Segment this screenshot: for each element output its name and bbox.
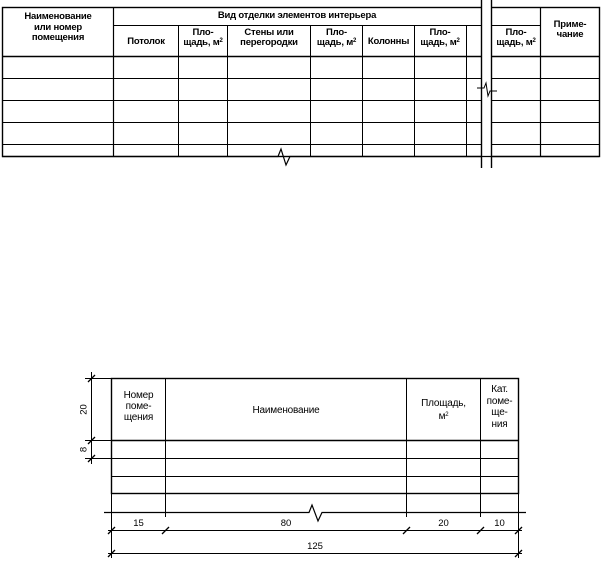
area-label-line1: Пло- [192, 27, 214, 38]
header-last-area [491, 28, 541, 48]
dimension-col1: 15 [133, 518, 144, 529]
category-line3: ще- [491, 407, 508, 418]
header-room-area [407, 397, 480, 423]
room-area-line2: $м^2$ [438, 411, 449, 422]
dimension-header-height: 20 [78, 404, 90, 415]
area-label-line1: Пло- [429, 27, 451, 38]
area-label-line1: Пло- [326, 27, 347, 38]
header-ceiling-area [178, 28, 228, 48]
header-ceiling: Потолок [127, 36, 165, 47]
category-line4: ния [491, 418, 508, 430]
header-name-line2: или номер [33, 21, 83, 33]
header-walls [228, 28, 310, 48]
dimension-col4: 10 [494, 518, 505, 529]
header-name-line3: помещения [31, 32, 85, 43]
header-room-name: Наименование [252, 405, 320, 416]
room-no-line1: Номер [123, 390, 154, 401]
note-line2: чание [556, 29, 584, 40]
area-label-line1: Пло- [505, 27, 527, 38]
room-no-line2: поме- [125, 401, 152, 412]
area-label-line2: щадь, $м^2$ [496, 37, 536, 48]
area-label-line2: щадь, $м^2$ [316, 37, 357, 48]
note-line1: Приме- [553, 19, 587, 30]
walls-line1: Стены или [244, 27, 294, 38]
header-note [541, 20, 599, 40]
header-room-category [481, 384, 518, 430]
header-name-line1: Наименование [24, 11, 92, 22]
dimension-total: 125 [307, 541, 323, 552]
header-name [4, 12, 112, 44]
dimension-col3: 20 [438, 518, 449, 529]
dimension-row-height: 8 [78, 446, 90, 453]
room-area-line1: Площадь, [421, 398, 466, 409]
category-line1: Кат. [491, 384, 508, 395]
area-label-line2: щадь, $м^2$ [183, 37, 223, 48]
walls-line2: перегородки [240, 37, 298, 48]
header-room-no [112, 390, 165, 423]
header-columns: Колонны [367, 36, 410, 47]
category-line2: поме- [486, 395, 513, 407]
area-label-line2: щадь, $м^2$ [420, 37, 460, 48]
dimension-col2: 80 [280, 518, 292, 529]
header-walls-area [310, 28, 363, 48]
header-finish-group: Вид отделки элементов интерьера [217, 10, 377, 21]
header-columns-area [414, 28, 466, 48]
room-no-line3: щения [123, 412, 154, 423]
